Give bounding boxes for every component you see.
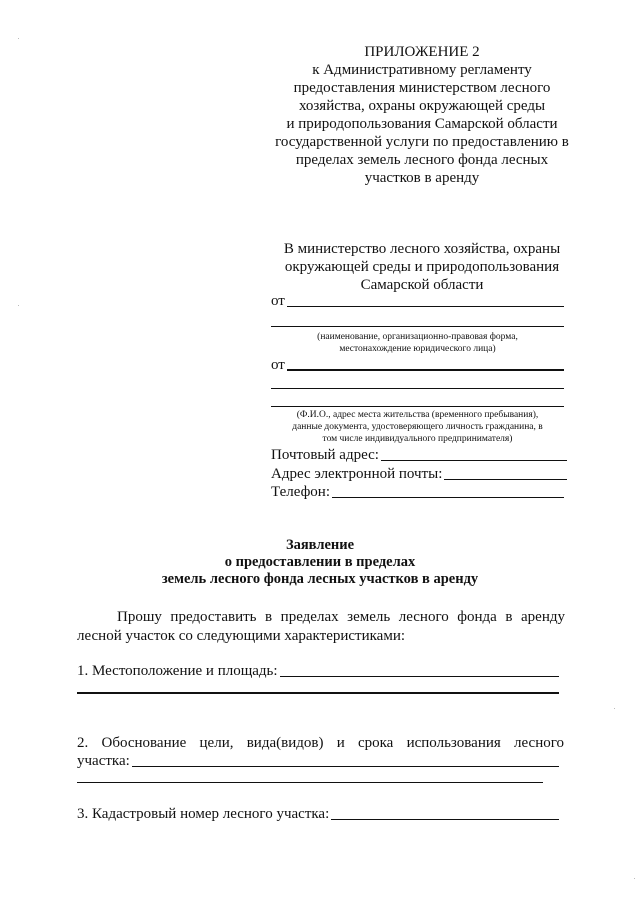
item2-row bbox=[77, 752, 559, 770]
appendix-line: государственной услуги по предоставлению в bbox=[275, 134, 569, 150]
phone-row bbox=[271, 483, 564, 501]
heading-line: о предоставлении в пределах bbox=[224, 554, 416, 570]
postal-address-label: Почтовый адрес: bbox=[271, 447, 379, 463]
item1-field-line[interactable] bbox=[77, 692, 559, 694]
appendix-line: пределах земель лесного фонда лесных bbox=[295, 152, 549, 168]
item3-row bbox=[77, 805, 559, 823]
person-field-line[interactable] bbox=[271, 388, 564, 389]
request-line-2: лесной участок со следующими характеристиками: bbox=[77, 628, 406, 644]
request-line-1: Прошу предоставить в пределах земель лесного фонда в аренду bbox=[117, 609, 565, 625]
postal-address-field[interactable] bbox=[381, 460, 567, 461]
addressee-line: Самарской области bbox=[360, 277, 484, 293]
item3-label: 3. Кадастровый номер лесного участка: bbox=[77, 806, 330, 822]
postal-address-row bbox=[271, 446, 567, 464]
appendix-line: и природопользования Самарской области bbox=[286, 116, 558, 132]
email-label: Адрес электронной почты: bbox=[271, 466, 443, 482]
phone-field[interactable] bbox=[332, 497, 564, 498]
heading-line: Заявление bbox=[285, 537, 355, 553]
person-caption: (Ф.И.О., адрес места жительства (временного пребывания), данные документа, удостоверяющего личность гражданина, в том числе индивидуального предпринимателя) bbox=[292, 410, 543, 444]
from-legal-row bbox=[271, 292, 564, 310]
appendix-line: предоставления министерством лесного bbox=[293, 80, 551, 96]
appendix-line: хозяйства, охраны окружающей среды bbox=[298, 98, 546, 114]
appendix-line: к Административному регламенту bbox=[312, 62, 532, 78]
from-person-field[interactable] bbox=[287, 369, 564, 371]
item2-field[interactable] bbox=[132, 766, 559, 767]
from-person-row bbox=[271, 356, 564, 374]
appendix-block bbox=[262, 43, 582, 187]
statement-heading bbox=[100, 537, 540, 588]
scan-speck bbox=[634, 878, 635, 879]
person-field-line[interactable] bbox=[271, 406, 564, 407]
email-field[interactable] bbox=[444, 479, 567, 480]
legal-entity-caption: (наименование, организационно-правовая форма, местонахождение юридического лица) bbox=[317, 332, 518, 354]
legal-entity-field-line[interactable] bbox=[271, 326, 564, 327]
item2-line-1: 2. Обоснование цели, вида(видов) и срока использования лесного bbox=[77, 735, 564, 751]
appendix-line: участков в аренду bbox=[364, 170, 480, 186]
addressee-line: В министерство лесного хозяйства, охраны bbox=[283, 241, 561, 257]
item3-field[interactable] bbox=[331, 819, 559, 820]
from-label: от bbox=[271, 357, 285, 373]
addressee-line: окружающей среды и природопользования bbox=[284, 259, 560, 275]
scan-speck bbox=[18, 305, 19, 306]
item1-field[interactable] bbox=[280, 676, 559, 677]
email-row bbox=[271, 465, 567, 483]
item1-label: 1. Местоположение и площадь: bbox=[77, 663, 278, 679]
phone-label: Телефон: bbox=[271, 484, 330, 500]
addressee-block bbox=[262, 240, 582, 294]
appendix-title: ПРИЛОЖЕНИЕ 2 bbox=[364, 44, 480, 60]
scan-speck bbox=[614, 708, 615, 709]
item1-row bbox=[77, 662, 559, 680]
item2-label: участка: bbox=[77, 753, 130, 769]
item2-field-line[interactable] bbox=[77, 782, 543, 783]
from-label: от bbox=[271, 293, 285, 309]
from-legal-field[interactable] bbox=[287, 306, 564, 307]
scan-speck bbox=[18, 38, 19, 39]
heading-line: земель лесного фонда лесных участков в аренду bbox=[161, 571, 479, 587]
